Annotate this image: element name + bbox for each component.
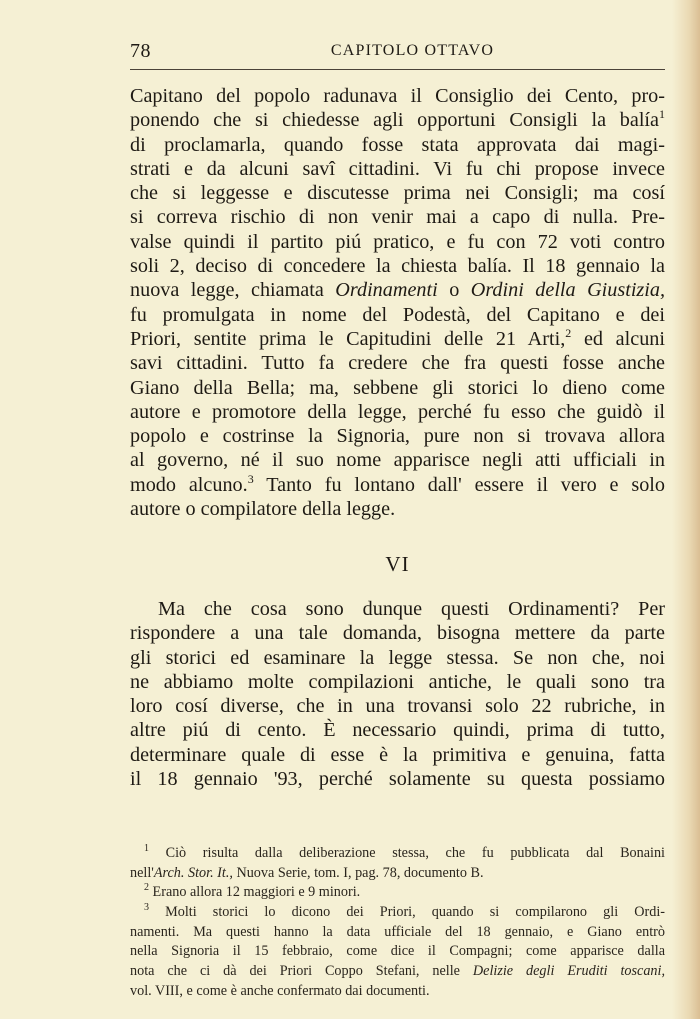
text-line: savi cittadini. Tutto fa credere che fra questi fosse anche: [130, 352, 665, 375]
section-heading: VI: [385, 552, 410, 576]
text-line: Capitano del popolo radunava il Consiglio dei Cento, pro-: [130, 85, 665, 107]
footnote-mark: 3: [247, 471, 254, 486]
footnotes: [130, 844, 665, 1002]
text-line: il 18 gennaio '93, perché solamente su questa possiamo: [130, 768, 665, 791]
footnote-mark: 2: [565, 325, 572, 340]
text-line: al governo, né il suo nome apparisce negli atti ufficiali in: [130, 449, 665, 472]
paragraph-2: [130, 597, 665, 791]
italic-title: Ordini della Giustizia,: [470, 279, 666, 302]
text-line: Ma che cosa sono dunque questi Ordinamenti? Per: [158, 598, 665, 620]
text-line: Priori, sentite prima le Capitudini delle 21 Arti,$^2$ ed alcuni: [130, 325, 665, 350]
text-line: ponendo che si chiedesse agli opportuni Consigli la balía$^1$: [130, 107, 665, 132]
paragraph-1: [130, 84, 665, 521]
footnote-3-cont: namenti. Ma questi hanno la data ufficiale del 18 gennaio, e Giano entrò: [130, 923, 665, 940]
footnote-1-cont: nell'Arch. Stor. It., Nuova Serie, tom. I, pag. 78, documento B.: [130, 864, 484, 881]
page-edge-shadow: [672, 0, 700, 1019]
footnote-2: $^2$ Erano allora 12 maggiori e 9 minori.: [144, 882, 361, 901]
text-line: autore e promotore della legge, perché fu esso che guidò il: [130, 400, 665, 423]
footnote-number: 2: [144, 882, 149, 894]
page-header: [130, 40, 665, 64]
footnote-3: $^3$ Molti storici lo dicono dei Priori, quando si compilarono gli Ordi-: [144, 902, 666, 921]
text-line: soli 2, deciso di concedere la chiesta balía. Il 18 gennaio la: [130, 255, 665, 278]
text-line: autore o compilatore della legge.: [130, 498, 396, 521]
text-line: fu promulgata in nome del Podestà, del Capitano e dei: [130, 303, 665, 326]
text-line: ne abbiamo molte compilazioni antiche, le quali sono tra: [130, 670, 665, 693]
footnote-3-cont: vol. VIII, e come è anche confermato dai documenti.: [130, 982, 430, 999]
page-number: 78: [130, 40, 151, 62]
text-line: nuova legge, chiamata Ordinamenti o Ordini della Giustizia,: [130, 279, 666, 302]
text-line: popolo e costrinse la Signoria, pure non si trovava allora: [130, 425, 665, 448]
text-line: si correva rischio di non venir mai a capo di nulla. Pre-: [130, 206, 665, 229]
header-rule: [130, 69, 665, 70]
footnote-3-cont: nota che ci dà dei Priori Coppo Stefani, nelle Delizie degli Eruditi toscani,: [130, 963, 665, 980]
text-line: strati e da alcuni savî cittadini. Vi fu chi propose invece: [130, 157, 665, 180]
text-line: determinare quale di esse è la primitiva e genuina, fatta: [130, 743, 665, 766]
text-line: rispondere a una tale domanda, bisogna mettere da parte: [130, 622, 665, 645]
text-line: gli storici ed esaminare la legge stessa. Se non che, noi: [130, 646, 665, 669]
text-line: che si leggesse e discutesse prima nei Consigli; ma cosí: [130, 182, 665, 205]
footnote-number: 3: [144, 902, 149, 914]
text-line: loro cosí diverse, che in una trovansi solo 22 rubriche, in: [130, 695, 665, 718]
footnote-mark: 1: [659, 107, 665, 122]
text-line: Giano della Bella; ma, sebbene gli storici lo dieno come: [130, 376, 665, 399]
footnote-1: $^1$ Ciò risulta dalla deliberazione stessa, che fu pubblicata dal Bonaini: [144, 843, 665, 861]
text-line: valse quindi il partito piú pratico, e fu con 72 voti contro: [130, 230, 665, 253]
text-line: altre piú di cento. È necessario quindi, prima di tutto,: [130, 719, 665, 742]
footnote-3-cont: nella Signoria il 15 febbraio, come dice il Compagni; come apparisce dalla: [130, 943, 665, 960]
text-line: modo alcuno.$^3$ Tanto fu lontano dall' essere il vero e solo: [130, 471, 665, 496]
italic-title: Ordinamenti: [335, 279, 438, 302]
running-title: CAPITOLO OTTAVO: [330, 42, 495, 59]
text-line: di proclamarla, quando fosse stata approvata dai magi-: [130, 133, 665, 156]
footnote-number: 1: [144, 843, 149, 854]
